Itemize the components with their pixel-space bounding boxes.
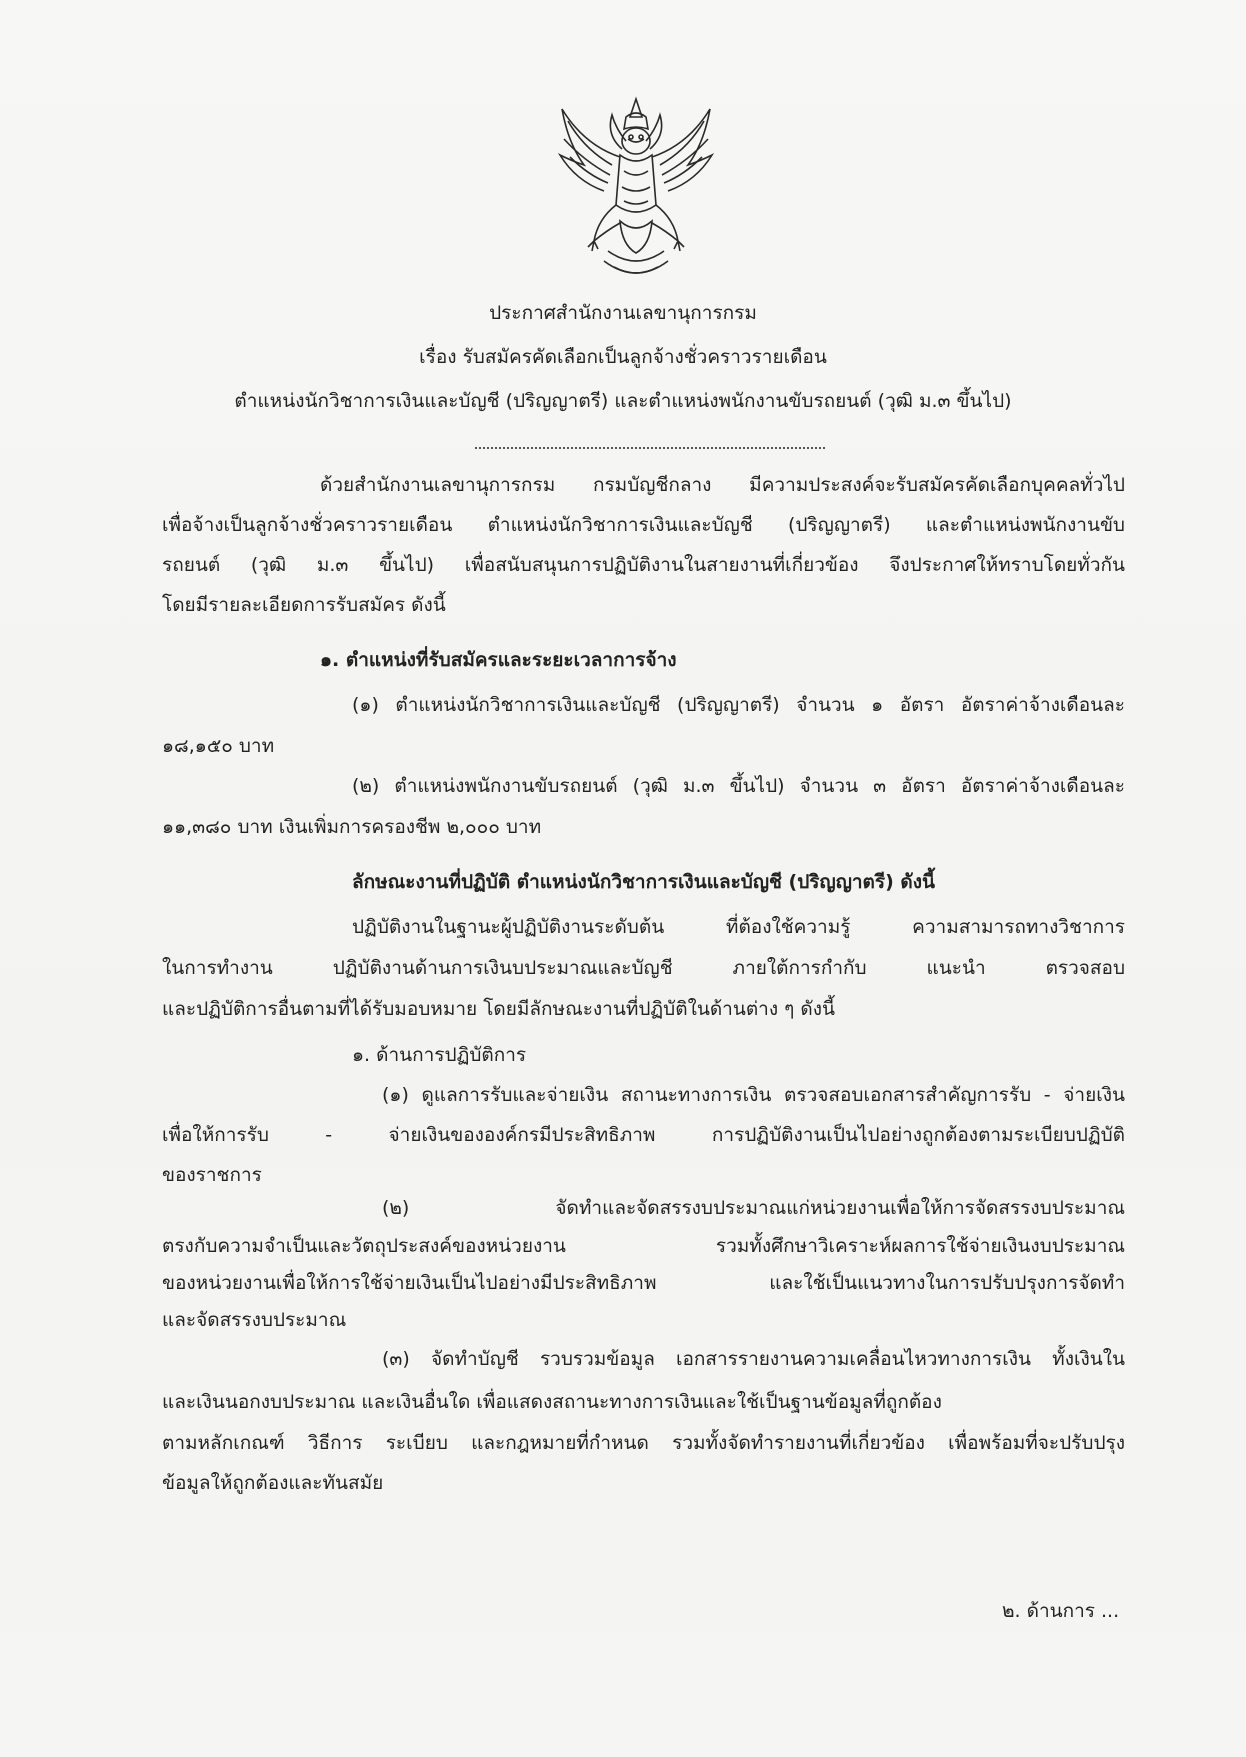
- duty-line: ของราชการ: [162, 1164, 262, 1186]
- duty-line: (๑) ดูแลการรับและจ่ายเงิน สถานะทางการเงิน ตรวจสอบเอกสารสำคัญการรับ - จ่ายเงิน: [382, 1084, 1125, 1106]
- garuda-emblem-icon: [554, 95, 718, 285]
- page-continuation: ๒. ด้านการ ...: [1002, 1600, 1120, 1622]
- position-item-line: ๑๑,๓๘๐ บาท เงินเพิ่มการครองชีพ ๒,๐๐๐ บาท: [162, 816, 542, 838]
- duty-line: ตามหลักเกณฑ์ วิธีการ ระเบียบ และกฎหมายที่กำหนด รวมทั้งจัดทำรายงานที่เกี่ยวข้อง เพื่อพร้อมที่จะปรับปรุง: [162, 1432, 1125, 1454]
- duty-line: (๒) จัดทำและจัดสรรงบประมาณแก่หน่วยงานเพื่อให้การจัดสรรงบประมาณ: [382, 1197, 1125, 1219]
- duties-line: ปฏิบัติงานในฐานะผู้ปฏิบัติงานระดับต้น ที่ต้องใช้ความรู้ ความสามารถทางวิชาการ: [352, 916, 1125, 938]
- intro-line: รถยนต์ (วุฒิ ม.๓ ขึ้นไป) เพื่อสนับสนุนการปฏิบัติงานในสายงานที่เกี่ยวข้อง จึงประกาศให้ทราบโดยทั่วกัน: [162, 554, 1125, 576]
- duty-line: (๓) จัดทำบัญชี รวบรวมข้อมูล เอกสารรายงานความเคลื่อนไหวทางการเงิน ทั้งเงินใน: [382, 1348, 1125, 1370]
- intro-line: โดยมีรายละเอียดการรับสมัคร ดังนี้: [162, 594, 446, 616]
- duties-line: และปฏิบัติการอื่นตามที่ได้รับมอบหมาย โดยมีลักษณะงานที่ปฏิบัติในด้านต่าง ๆ ดังนี้: [162, 998, 836, 1020]
- intro-line: ด้วยสำนักงานเลขานุการกรม กรมบัญชีกลาง มีความประสงค์จะรับสมัครคัดเลือกบุคคลทั่วไป: [320, 474, 1125, 496]
- section-heading: ๑. ตำแหน่งที่รับสมัครและระยะเวลาการจ้าง: [320, 649, 677, 671]
- duties-subheading: ๑. ด้านการปฏิบัติการ: [352, 1044, 527, 1066]
- duty-line: และเงินนอกงบประมาณ และเงินอื่นใด เพื่อแสดงสถานะทางการเงินและใช้เป็นฐานข้อมูลที่ถูกต้อง: [162, 1391, 942, 1413]
- duty-line: และจัดสรรงบประมาณ: [162, 1309, 347, 1331]
- duty-line: ตรงกับความจำเป็นและวัตถุประสงค์ของหน่วยงาน รวมทั้งศึกษาวิเคราะห์ผลการใช้จ่ายเงินงบประมาณ: [162, 1235, 1125, 1257]
- position-item-line: ๑๘,๑๕๐ บาท: [162, 735, 275, 757]
- position-item-line: (๒) ตำแหน่งพนักงานขับรถยนต์ (วุฒิ ม.๓ ขึ้นไป) จำนวน ๓ อัตรา อัตราค่าจ้างเดือนละ: [352, 775, 1125, 797]
- divider: [475, 447, 825, 449]
- duty-line: เพื่อให้การรับ - จ่ายเงินขององค์กรมีประสิทธิภาพ การปฏิบัติงานเป็นไปอย่างถูกต้องตามระเบียบปฏิบัติ: [162, 1124, 1125, 1146]
- document-title: ประกาศสำนักงานเลขานุการกรม: [489, 302, 757, 324]
- duty-line: ของหน่วยงานเพื่อให้การใช้จ่ายเงินเป็นไปอย่างมีประสิทธิภาพ และใช้เป็นแนวทางในการปรับปรุงการจัดทำ: [162, 1272, 1125, 1294]
- duties-line: ในการทำงาน ปฏิบัติงานด้านการเงินบประมาณและบัญชี ภายใต้การกำกับ แนะนำ ตรวจสอบ: [162, 957, 1125, 979]
- duties-heading: ลักษณะงานที่ปฏิบัติ ตำแหน่งนักวิชาการเงินและบัญชี (ปริญญาตรี) ดังนี้: [352, 871, 935, 893]
- intro-line: เพื่อจ้างเป็นลูกจ้างชั่วคราวรายเดือน ตำแหน่งนักวิชาการเงินและบัญชี (ปริญญาตรี) และตำแหน่งพนักงานขับ: [162, 514, 1125, 536]
- duty-line: ข้อมูลให้ถูกต้องและทันสมัย: [162, 1472, 384, 1494]
- document-positions: ตำแหน่งนักวิชาการเงินและบัญชี (ปริญญาตรี) และตำแหน่งพนักงานขับรถยนต์ (วุฒิ ม.๓ ขึ้นไป): [234, 390, 1012, 412]
- position-item-line: (๑) ตำแหน่งนักวิชาการเงินและบัญชี (ปริญญาตรี) จำนวน ๑ อัตรา อัตราค่าจ้างเดือนละ: [352, 694, 1125, 716]
- document-subject: เรื่อง รับสมัครคัดเลือกเป็นลูกจ้างชั่วคราวรายเดือน: [419, 346, 827, 368]
